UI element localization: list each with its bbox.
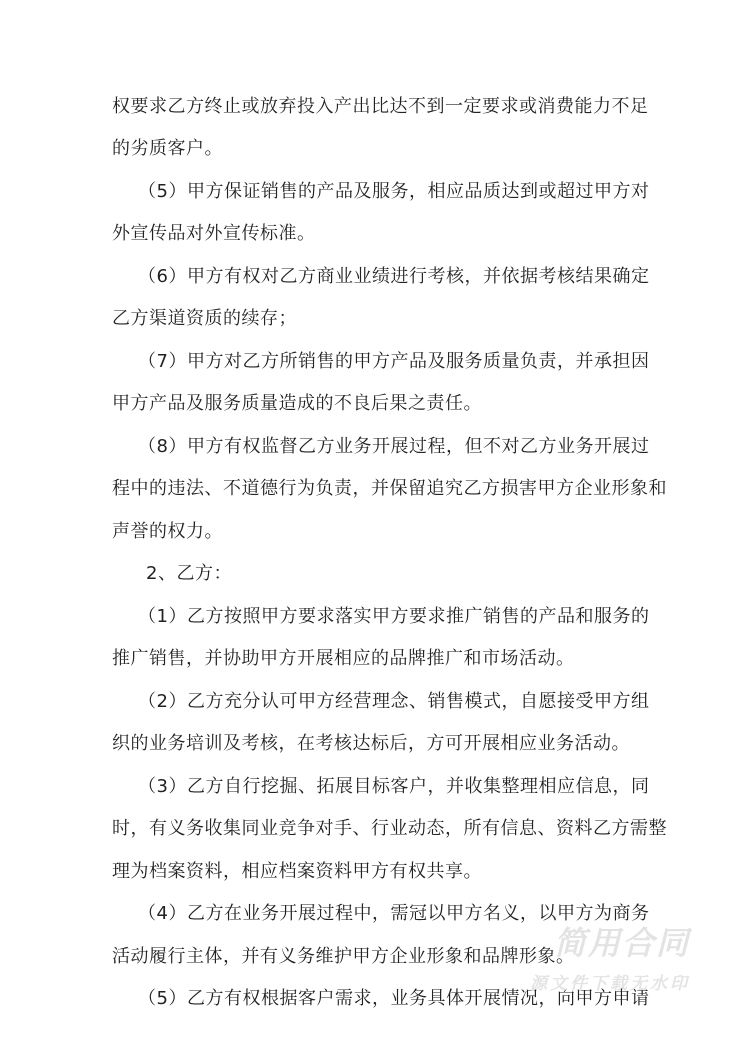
- text-line: 程中的违法、不道德行为负责，并保留追究乙方损害甲方企业形象和: [112, 478, 667, 499]
- text-line: （6）甲方有权对乙方商业业绩进行考核，并依据考核结果确定: [138, 266, 650, 287]
- text-line: 乙方渠道资质的续存；: [112, 308, 297, 329]
- text-line: （2）乙方充分认可甲方经营理念、销售模式，自愿接受甲方组: [138, 691, 650, 712]
- watermark-subtitle: 源文件下载无水印: [530, 974, 690, 994]
- text-line: 理为档案资料，相应档案资料甲方有权共享。: [112, 861, 482, 882]
- text-line: 权要求乙方终止或放弃投入产出比达不到一定要求或消费能力不足: [112, 96, 649, 117]
- text-line: 外宣传品对外宣传标准。: [112, 223, 316, 244]
- text-line: （3）乙方自行挖掘、拓展目标客户，并收集整理相应信息，同: [138, 776, 650, 797]
- text-line: 甲方产品及服务质量造成的不良后果之责任。: [112, 393, 482, 414]
- text-line: 的劣质客户。: [112, 138, 223, 159]
- watermark-title: 简用合同: [553, 924, 690, 962]
- text-line: 织的业务培训及考核，在考核达标后，方可开展相应业务活动。: [112, 733, 630, 754]
- text-line: （4）乙方在业务开展过程中，需冠以甲方名义，以甲方为商务: [138, 903, 650, 924]
- text-line: （7）甲方对乙方所销售的甲方产品及服务质量负责，并承担因: [138, 351, 650, 372]
- text-line: （1）乙方按照甲方要求落实甲方要求推广销售的产品和服务的: [138, 606, 650, 627]
- text-line: 声誉的权力。: [112, 521, 223, 542]
- text-line: （5）乙方有权根据客户需求，业务具体开展情况，向甲方申请: [138, 988, 650, 1009]
- text-line: 活动履行主体，并有义务维护甲方企业形象和品牌形象。: [112, 946, 575, 967]
- section-heading: 2、乙方：: [146, 563, 232, 584]
- text-line: （5）甲方保证销售的产品及服务，相应品质达到或超过甲方对: [138, 181, 650, 202]
- text-line: （8）甲方有权监督乙方业务开展过程，但不对乙方业务开展过: [138, 436, 650, 457]
- text-line: 时，有义务收集同业竞争对手、行业动态，所有信息、资料乙方需整: [112, 818, 667, 839]
- text-line: 推广销售，并协助甲方开展相应的品牌推广和市场活动。: [112, 648, 575, 669]
